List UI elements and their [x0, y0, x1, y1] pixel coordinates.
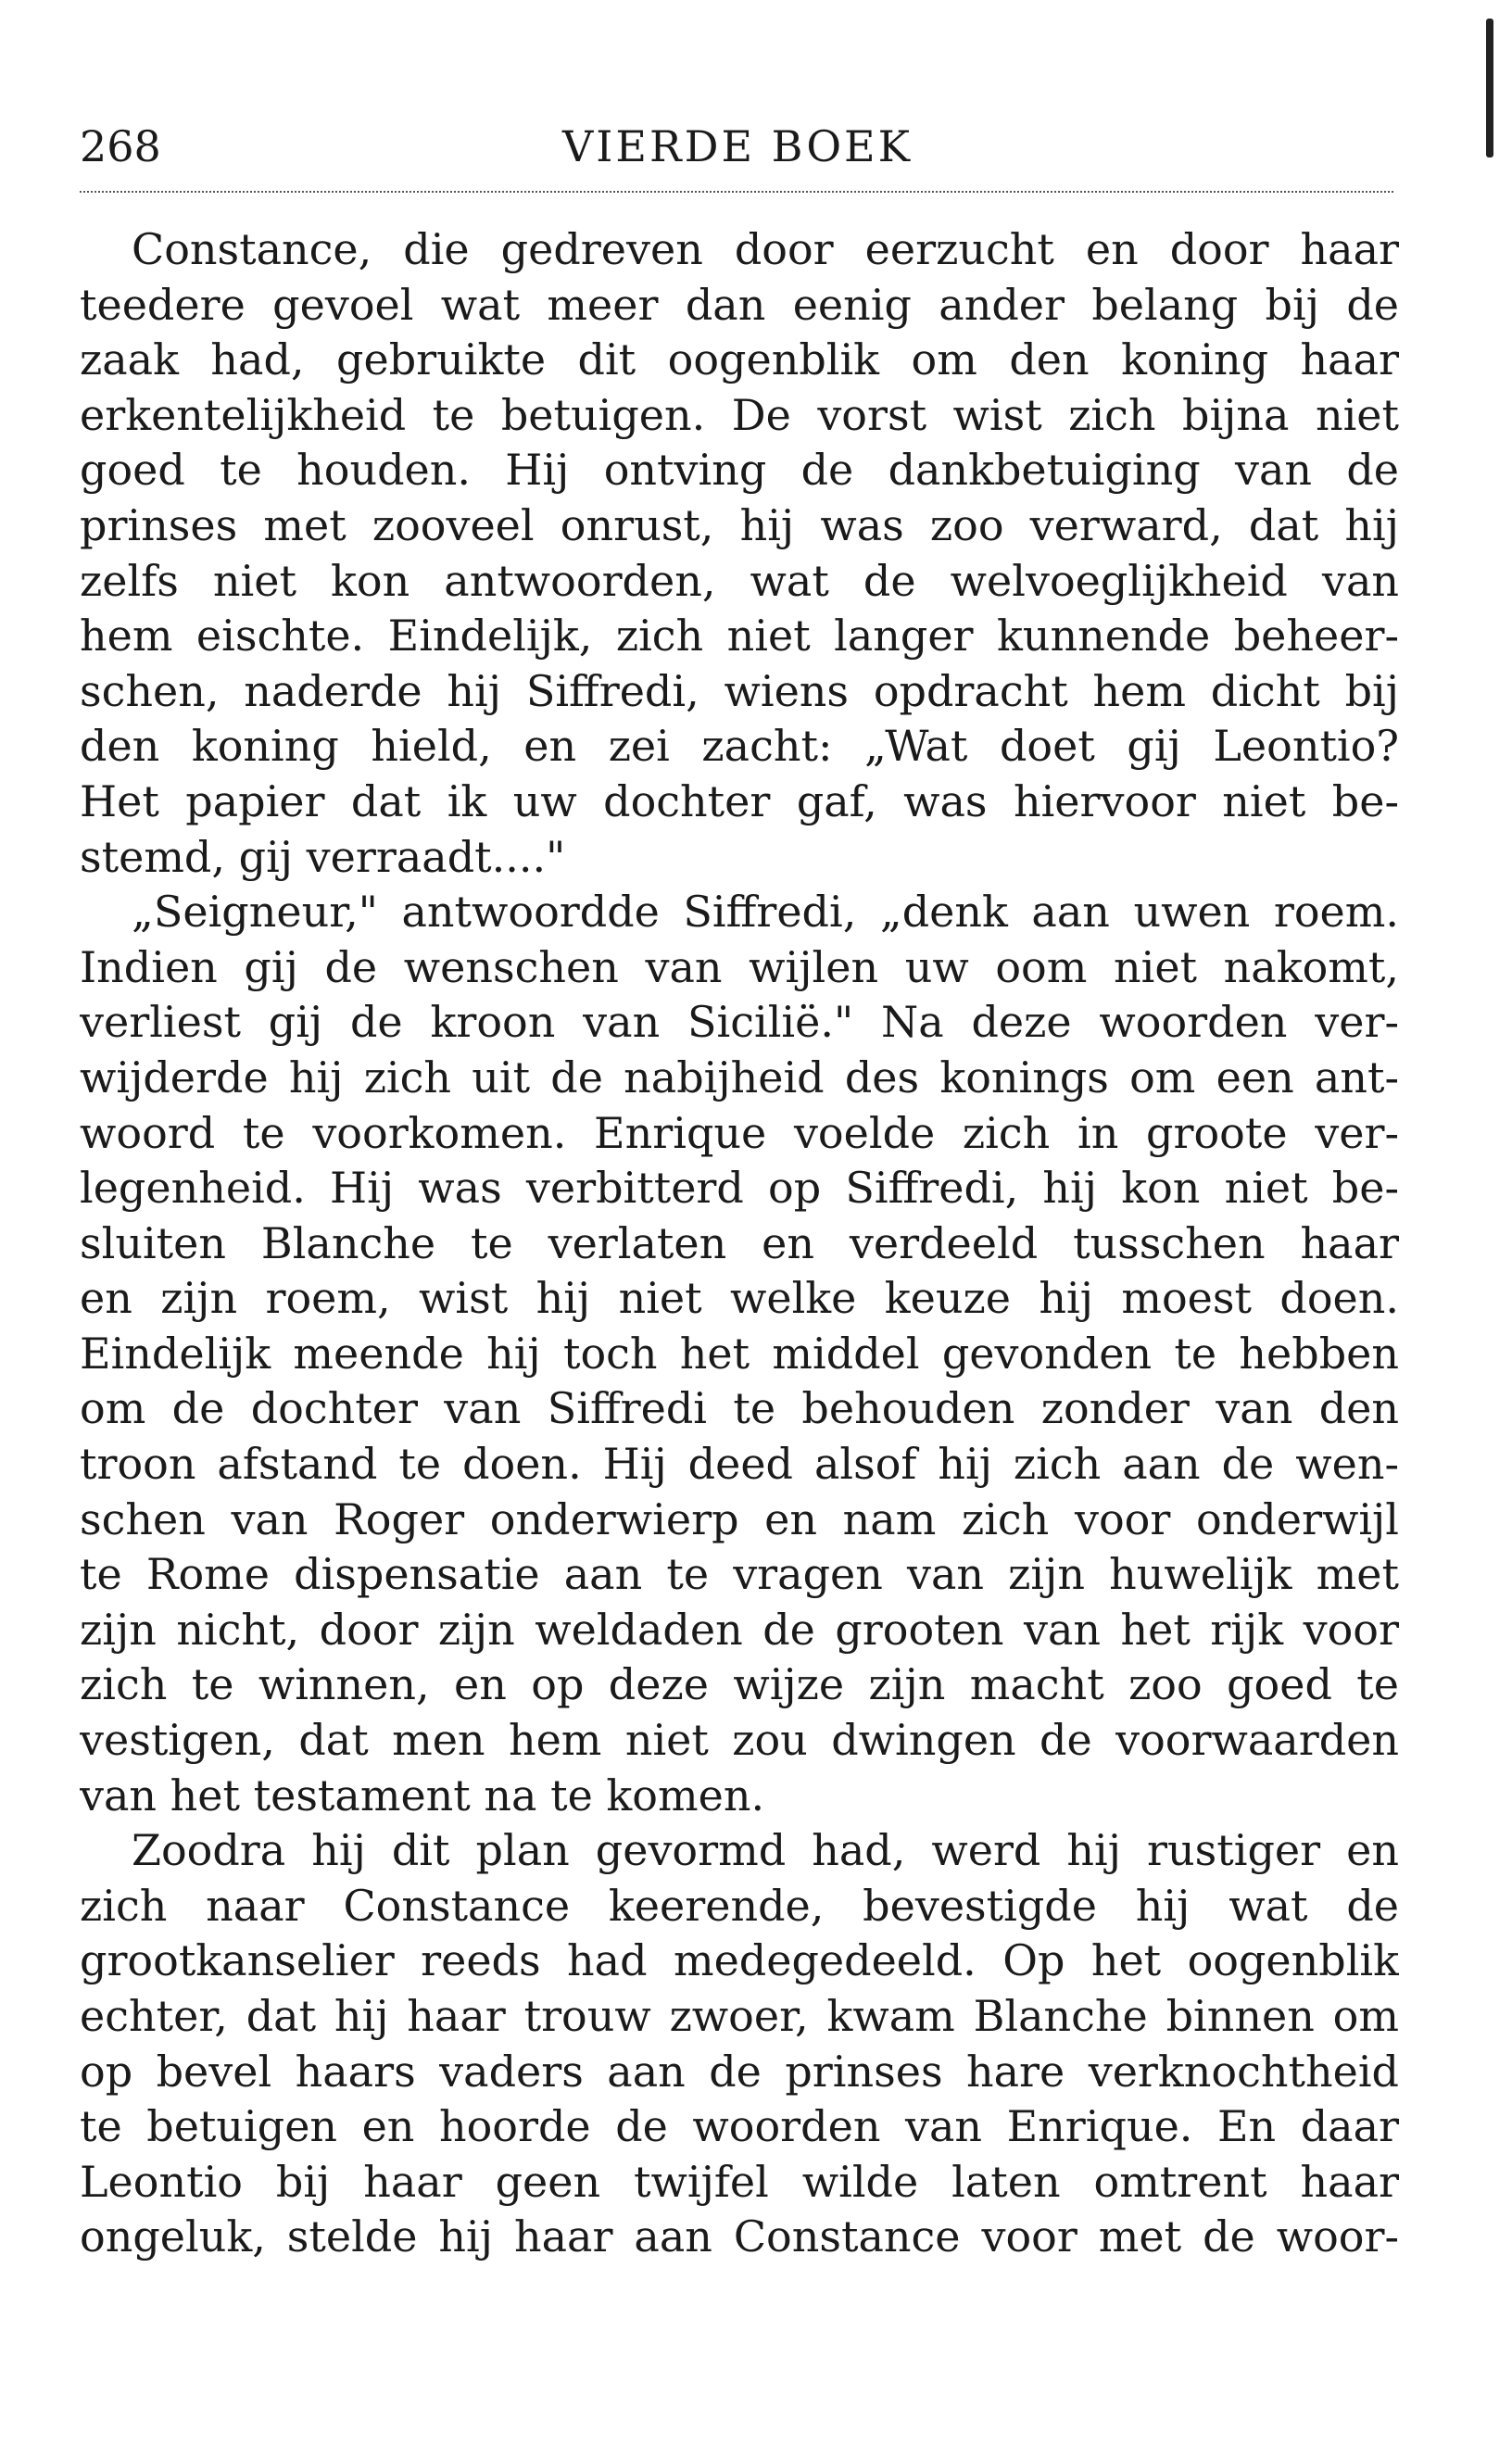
text-line: wijderde hij zich uit de nabijheid des konings om een ant-	[80, 1052, 1399, 1102]
text-line: Zoodra hij dit plan gevormd had, werd hij rustiger en	[132, 1825, 1399, 1876]
text-line: zich te winnen, en op deze wijze zijn macht zoo goed te	[80, 1659, 1399, 1710]
text-line: verliest gij de kroon van Sicilië." Na deze woorden ver-	[80, 997, 1399, 1048]
text-line: vestigen, dat men hem niet zou dwingen de voorwaarden	[80, 1715, 1399, 1766]
text-line: woord te voorkomen. Enrique voelde zich in groote ver-	[80, 1107, 1399, 1158]
text-line: goed te houden. Hij ontving de dankbetuiging van de	[80, 445, 1399, 496]
text-line: ongeluk, stelde hij haar aan Constance voor met de woor-	[80, 2211, 1399, 2262]
text-line: te betuigen en hoorde de woorden van Enrique. En daar	[80, 2101, 1399, 2152]
text-line: grootkanselier reeds had medegedeeld. Op het oogenblik	[80, 1935, 1399, 1986]
running-head	[80, 109, 1395, 183]
text-line: den koning hield, en zei zacht: „Wat doet gij Leontio?	[80, 721, 1399, 772]
text-line: Constance, die gedreven door eerzucht en door haar	[132, 224, 1399, 274]
text-line: zaak had, gebruikte dit oogenblik om den koning haar	[80, 334, 1399, 385]
text-line: sluiten Blanche te verlaten en verdeeld tusschen haar	[80, 1217, 1399, 1268]
text-line: zijn nicht, door zijn weldaden de grooten van het rijk voor	[80, 1604, 1399, 1655]
text-line: erkentelijkheid te betuigen. De vorst wist zich bijna niet	[80, 389, 1399, 440]
text-line: om de dochter van Siffredi te behouden zonder van den	[80, 1383, 1399, 1434]
text-line: te Rome dispensatie aan te vragen van zijn huwelijk met	[80, 1549, 1399, 1600]
text-line: op bevel haars vaders aan de prinses hare verknochtheid	[80, 2046, 1399, 2097]
text-line: schen van Roger onderwierp en nam zich voor onderwijl	[80, 1493, 1399, 1544]
text-line: teedere gevoel wat meer dan eenig ander belang bij de	[80, 279, 1399, 330]
text-line: schen, naderde hij Siffredi, wiens opdracht hem dicht bij	[80, 665, 1399, 716]
text-line: zich naar Constance keerende, bevestigde hij wat de	[80, 1880, 1399, 1931]
page-edge-mark	[1486, 19, 1493, 157]
text-line: „Seigneur," antwoordde Siffredi, „denk aan uwen roem.	[132, 887, 1399, 938]
text-line: van het testament na te komen.	[80, 1770, 765, 1820]
header-rule	[80, 191, 1393, 193]
text-line: troon afstand te doen. Hij deed alsof hij zich aan de wen-	[80, 1439, 1399, 1490]
text-line: Indien gij de wenschen van wijlen uw oom niet nakomt,	[80, 941, 1399, 992]
text-line: prinses met zooveel onrust, hij was zoo verward, dat hij	[80, 499, 1399, 550]
text-line: Eindelijk meende hij toch het middel gevonden te hebben	[80, 1328, 1399, 1379]
text-line: stemd, gij verraadt...."	[80, 831, 566, 882]
text-line: echter, dat hij haar trouw zwoer, kwam Blanche binnen om	[80, 1991, 1399, 2041]
text-line: Leontio bij haar geen twijfel wilde laten omtrent haar	[80, 2156, 1399, 2207]
text-line: legenheid. Hij was verbitterd op Siffredi, hij kon niet be-	[80, 1163, 1399, 1214]
text-line: en zijn roem, wist hij niet welke keuze hij moest doen.	[80, 1273, 1399, 1324]
text-line: hem eischte. Eindelijk, zich niet langer kunnende beheer-	[80, 611, 1399, 661]
running-title: VIERDE BOEK	[562, 121, 913, 171]
text-line: Het papier dat ik uw dochter gaf, was hiervoor niet be-	[80, 775, 1399, 826]
text-line: zelfs niet kon antwoorden, wat de welvoeglijkheid van	[80, 555, 1399, 606]
page-number: 268	[80, 121, 161, 171]
body-text	[80, 222, 1399, 2265]
